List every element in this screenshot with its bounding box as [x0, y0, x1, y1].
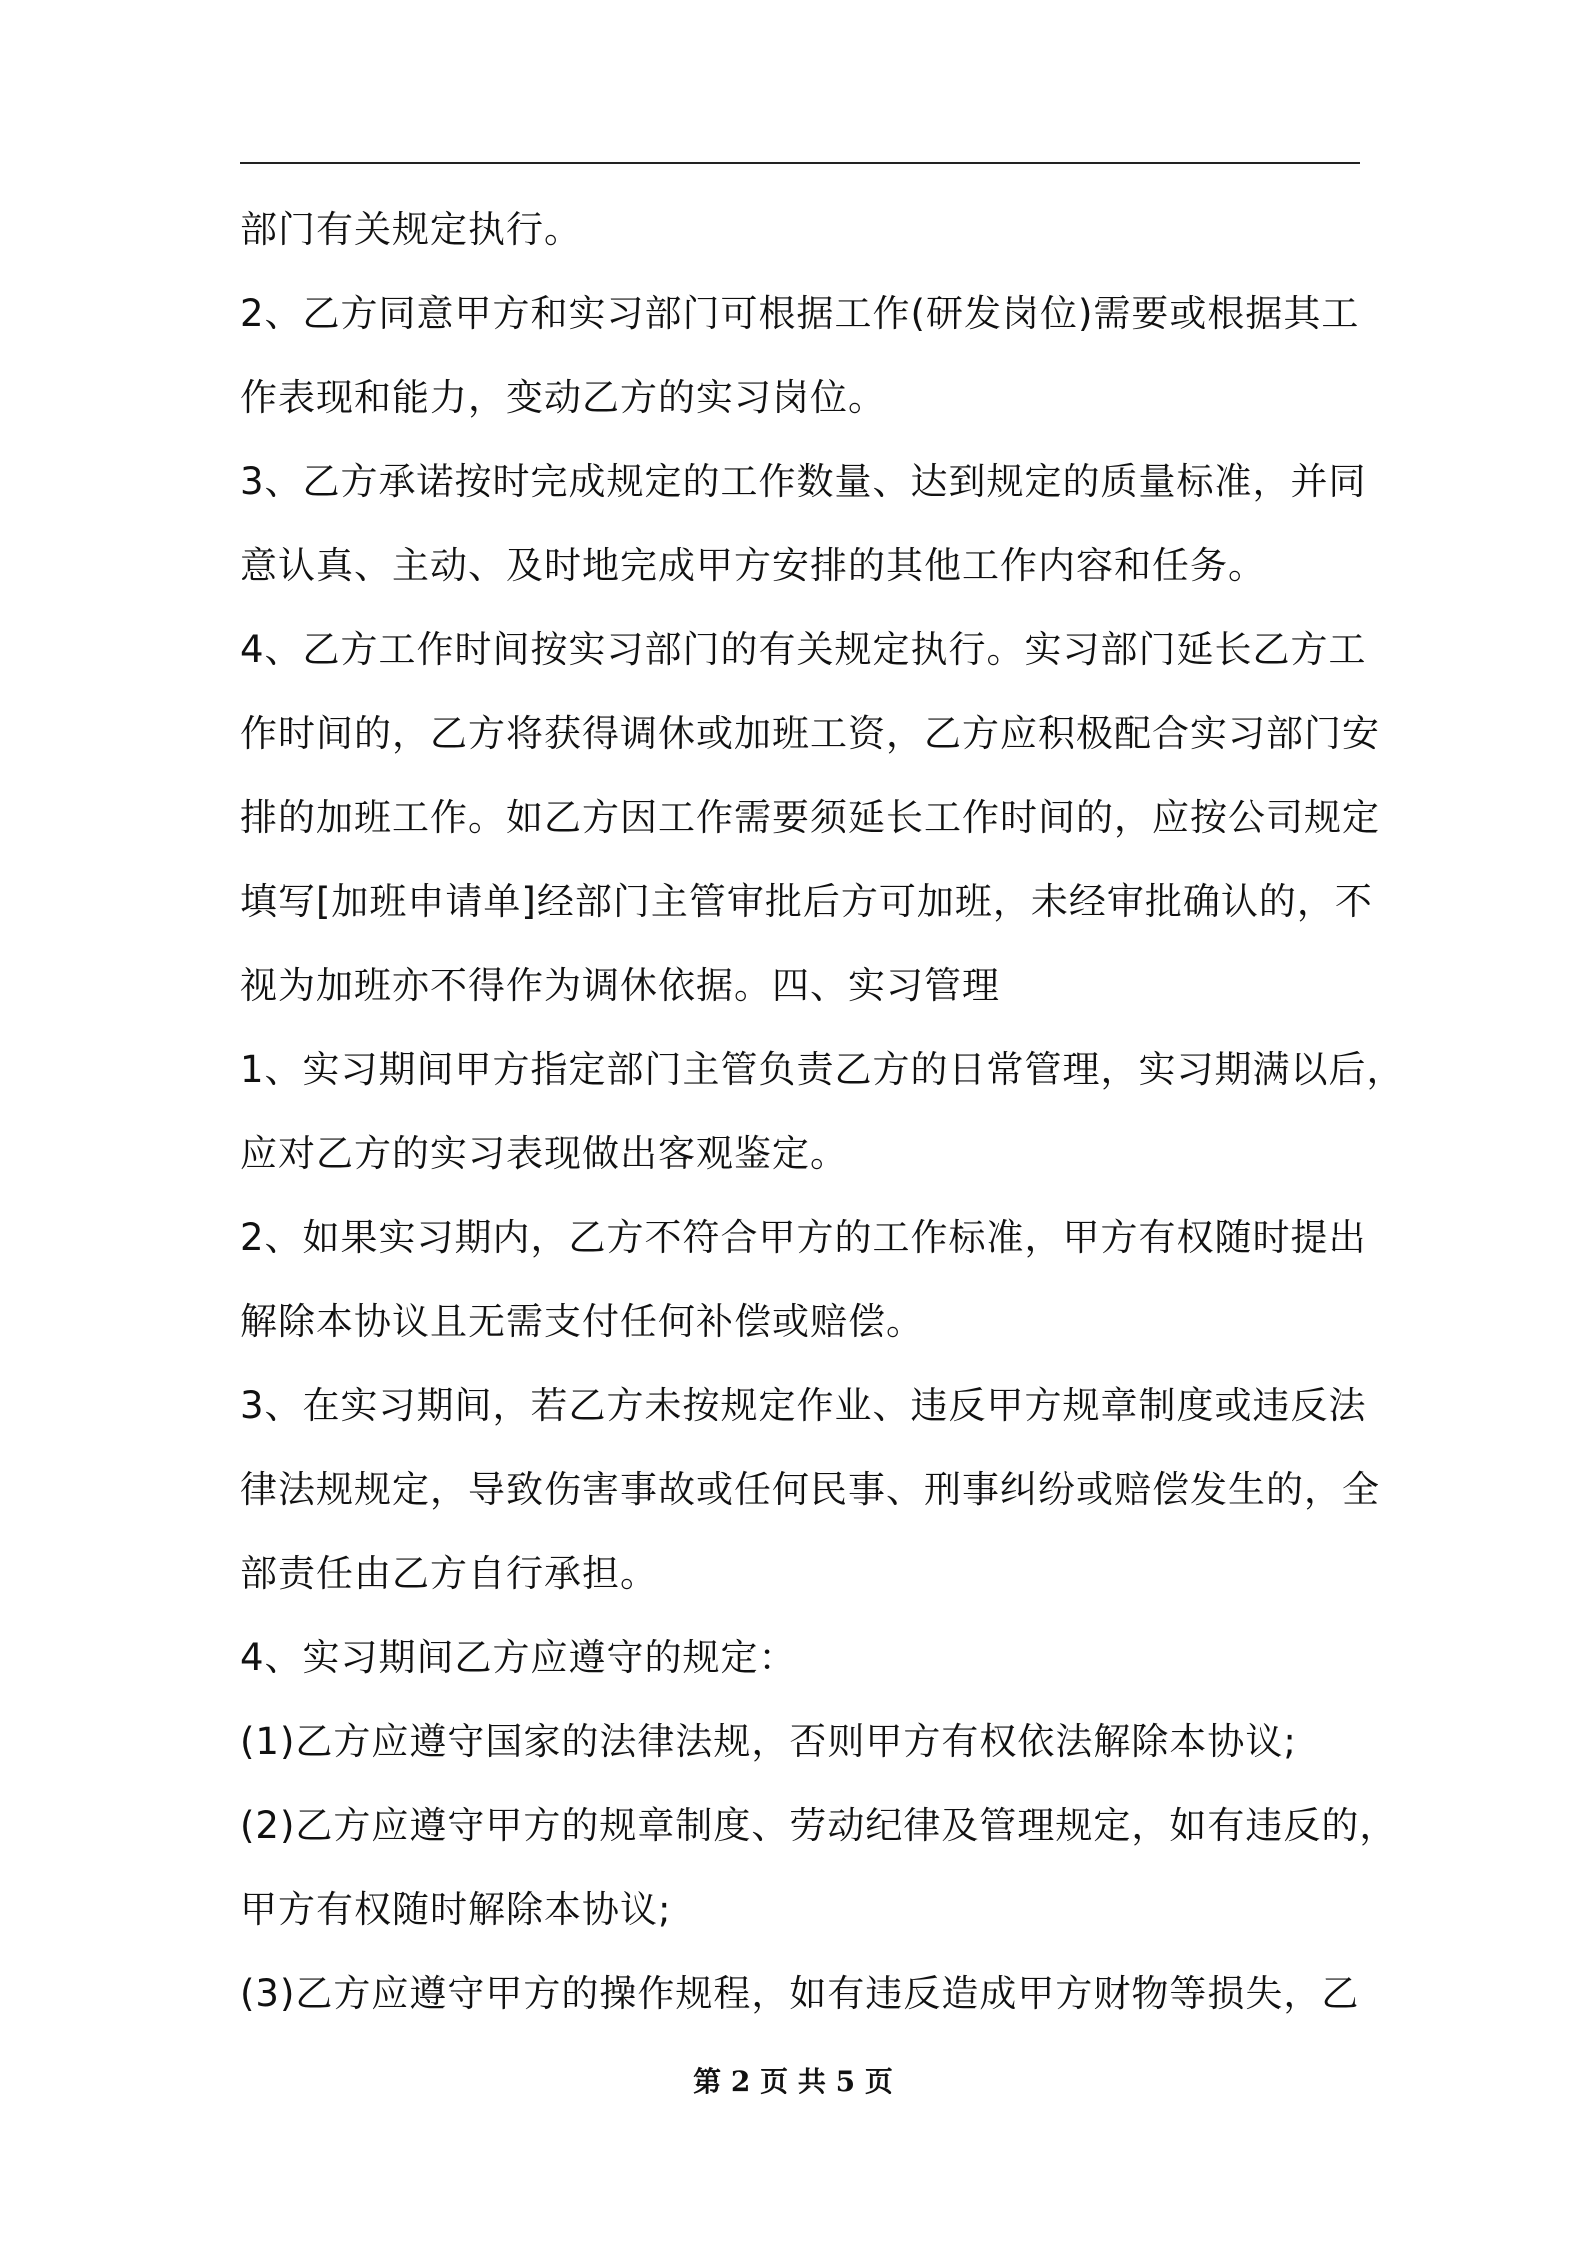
- text-line: 解除本协议且无需支付任何补偿或赔偿。: [240, 1300, 924, 1343]
- text-line: 2、乙方同意甲方和实习部门可根据工作(研发岗位)需要或根据其工: [240, 292, 1360, 335]
- text-line: 4、实习期间乙方应遵守的规定：: [240, 1636, 797, 1679]
- text-line: 视为加班亦不得作为调休依据。四、实习管理: [240, 964, 1000, 1007]
- page-number-footer: 第 2 页 共 5 页: [693, 2065, 893, 2098]
- text-line: 部门有关规定执行。: [240, 208, 582, 251]
- text-line: 填写[加班申请单]经部门主管审批后方可加班，未经审批确认的，不: [240, 880, 1373, 923]
- text-line: (1)乙方应遵守国家的法律法规，否则甲方有权依法解除本协议;: [240, 1720, 1297, 1763]
- text-line: 甲方有权随时解除本协议;: [240, 1888, 672, 1931]
- text-line: 作表现和能力，变动乙方的实习岗位。: [240, 376, 886, 419]
- text-line: 作时间的，乙方将获得调休或加班工资，乙方应积极配合实习部门安: [240, 712, 1380, 755]
- text-line: 4、乙方工作时间按实习部门的有关规定执行。实习部门延长乙方工: [240, 628, 1367, 671]
- text-line: 排的加班工作。如乙方因工作需要须延长工作时间的，应按公司规定: [240, 796, 1380, 839]
- text-line: 2、如果实习期内，乙方不符合甲方的工作标准，甲方有权随时提出: [240, 1216, 1367, 1259]
- document-body: [240, 188, 1405, 2036]
- text-line: 1、实习期间甲方指定部门主管负责乙方的日常管理，实习期满以后，: [240, 1048, 1405, 1091]
- text-line: 意认真、主动、及时地完成甲方安排的其他工作内容和任务。: [240, 544, 1266, 587]
- text-line: (2)乙方应遵守甲方的规章制度、劳动纪律及管理规定，如有违反的，: [240, 1804, 1398, 1847]
- text-line: 部责任由乙方自行承担。: [240, 1552, 658, 1595]
- header-rule: [240, 162, 1360, 164]
- text-line: 3、乙方承诺按时完成规定的工作数量、达到规定的质量标准，并同: [240, 460, 1367, 503]
- text-line: 律法规规定，导致伤害事故或任何民事、刑事纠纷或赔偿发生的，全: [240, 1468, 1380, 1511]
- text-line: 3、在实习期间，若乙方未按规定作业、违反甲方规章制度或违反法: [240, 1384, 1367, 1427]
- text-line: 应对乙方的实习表现做出客观鉴定。: [240, 1132, 848, 1175]
- text-line: (3)乙方应遵守甲方的操作规程，如有违反造成甲方财物等损失，乙: [240, 1972, 1360, 2015]
